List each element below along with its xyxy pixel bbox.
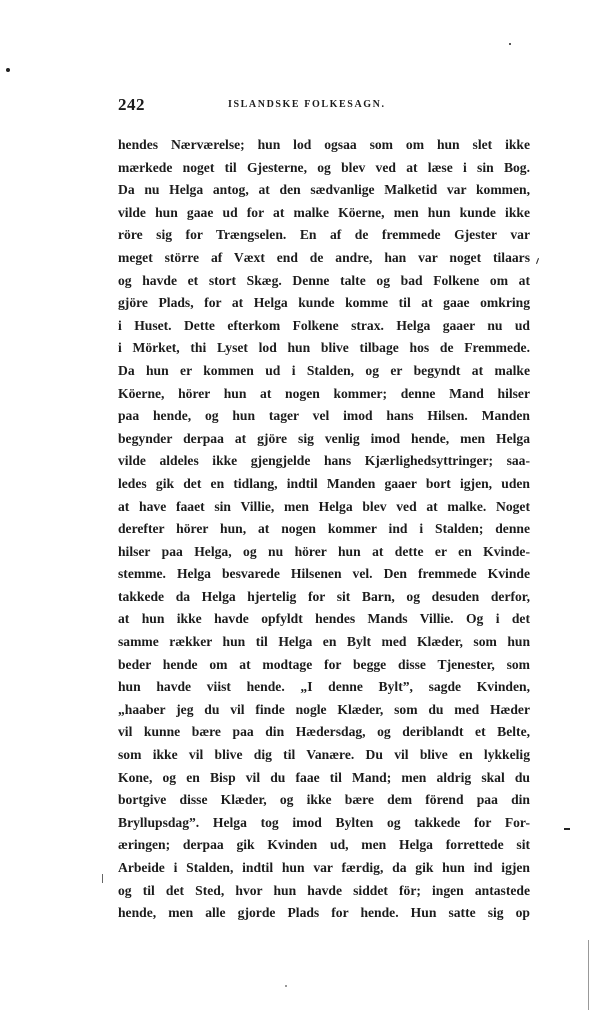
text-line: Da hun er kommen ud i Stalden, og er begyndt at malke [118, 362, 530, 378]
text-line: i Huset. Dette efterkom Folkene strax. Helga gaaer nu ud [118, 317, 530, 333]
text-line: æringen; derpaa gik Kvinden ud, men Helga forrettede sit [118, 837, 530, 853]
text-line: Kone, og en Bisp vil du faae til Mand; men aldrig skal du [118, 769, 530, 785]
text-line: beder hende om at modtage for begge disse Tjenester, som [118, 656, 530, 672]
text-line: ledes gik det en tidlang, indtil Manden gaaer bort igjen, uden [118, 475, 530, 491]
text-line: vilde hun gaae ud for at malke Köerne, men hun kunde ikke [118, 204, 530, 220]
page-number: 242 [118, 95, 145, 114]
page-edge-shadow [588, 940, 589, 1010]
text-line: som ikke vil blive dig til Vanære. Du vil blive en lykkelig [118, 747, 530, 763]
text-line: i Mörket, thi Lyset lod hun blive tilbage hos de Fremmede. [118, 340, 530, 356]
text-line: og til det Sted, hvor hun havde siddet för; ingen antastede [118, 882, 530, 898]
text-line: hende, men alle gjorde Plads for hende. Hun satte sig op [118, 905, 530, 921]
body-text [118, 134, 530, 925]
ink-speck [6, 68, 10, 72]
text-line: gjöre Plads, for at Helga kunde komme til at gaae omkring [118, 295, 530, 311]
text-line: röre sig for Trængselen. En af de fremmede Gjester var [118, 227, 530, 243]
text-line: Köerne, hörer hun at nogen kommer; denne Mand hilser [118, 385, 530, 401]
text-line: Arbeide i Stalden, indtil hun var færdig, da gik hun ind igjen [118, 860, 530, 875]
text-line: hun havde viist hende. „I denne Bylt”, sagde Kvinden, [118, 679, 530, 695]
text-line: takkede da Helga hjertelig for sit Barn, og desuden derfor, [118, 588, 530, 604]
text-line: hendes Nærværelse; hun lod ogsaa som om hun slet ikke [118, 137, 530, 152]
running-head: ISLANDSKE FOLKESAGN. [228, 99, 386, 110]
ink-speck [564, 828, 570, 830]
text-line: vil kunne bære paa din Hædersdag, og deriblandt et Belte, [118, 724, 530, 740]
text-line: og havde et stort Skæg. Denne talte og bad Folkene om at [118, 272, 530, 288]
text-line: mærkede noget til Gjesterne, og blev ved at læse i sin Bog. [118, 159, 530, 175]
text-line: „haaber jeg du vil finde nogle Klæder, som du med Hæder [118, 701, 530, 717]
text-line: samme rækker hun til Helga en Bylt med Klæder, som hun [118, 634, 530, 650]
ink-speck [285, 985, 287, 987]
text-line: hilser paa Helga, og nu hörer hun at dette er en Kvinde- [118, 543, 530, 559]
text-line: paa hende, og hun tager vel imod hans Hilsen. Manden [118, 408, 530, 424]
page-header [118, 95, 530, 119]
text-line: stemme. Helga besvarede Hilsenen vel. Den fremmede Kvinde [118, 566, 530, 582]
text-line: at have faaet sin Villie, men Helga blev ved at malke. Noget [118, 498, 530, 514]
text-line: meget större af Væxt end de andre, han var noget tilaars [118, 249, 530, 265]
text-line: Da nu Helga antog, at den sædvanlige Malketid var kommen, [118, 182, 530, 198]
ink-speck [102, 874, 103, 883]
text-line: vilde aldeles ikke gjengjelde hans Kjærlighedsyttringer; saa- [118, 453, 530, 469]
text-line: at hun ikke havde opfyldt hendes Mands Villie. Og i det [118, 611, 530, 627]
ink-speck [536, 258, 539, 264]
text-line: bortgive disse Klæder, og ikke bære dem förend paa din [118, 792, 530, 808]
ink-speck [509, 43, 511, 45]
text-line: begynder derpaa at gjöre sig venlig imod hende, men Helga [118, 430, 530, 446]
text-line: Bryllupsdag”. Helga tog imod Bylten og takkede for For- [118, 814, 530, 830]
text-line: derefter hörer hun, at nogen kommer ind i Stalden; denne [118, 521, 530, 537]
